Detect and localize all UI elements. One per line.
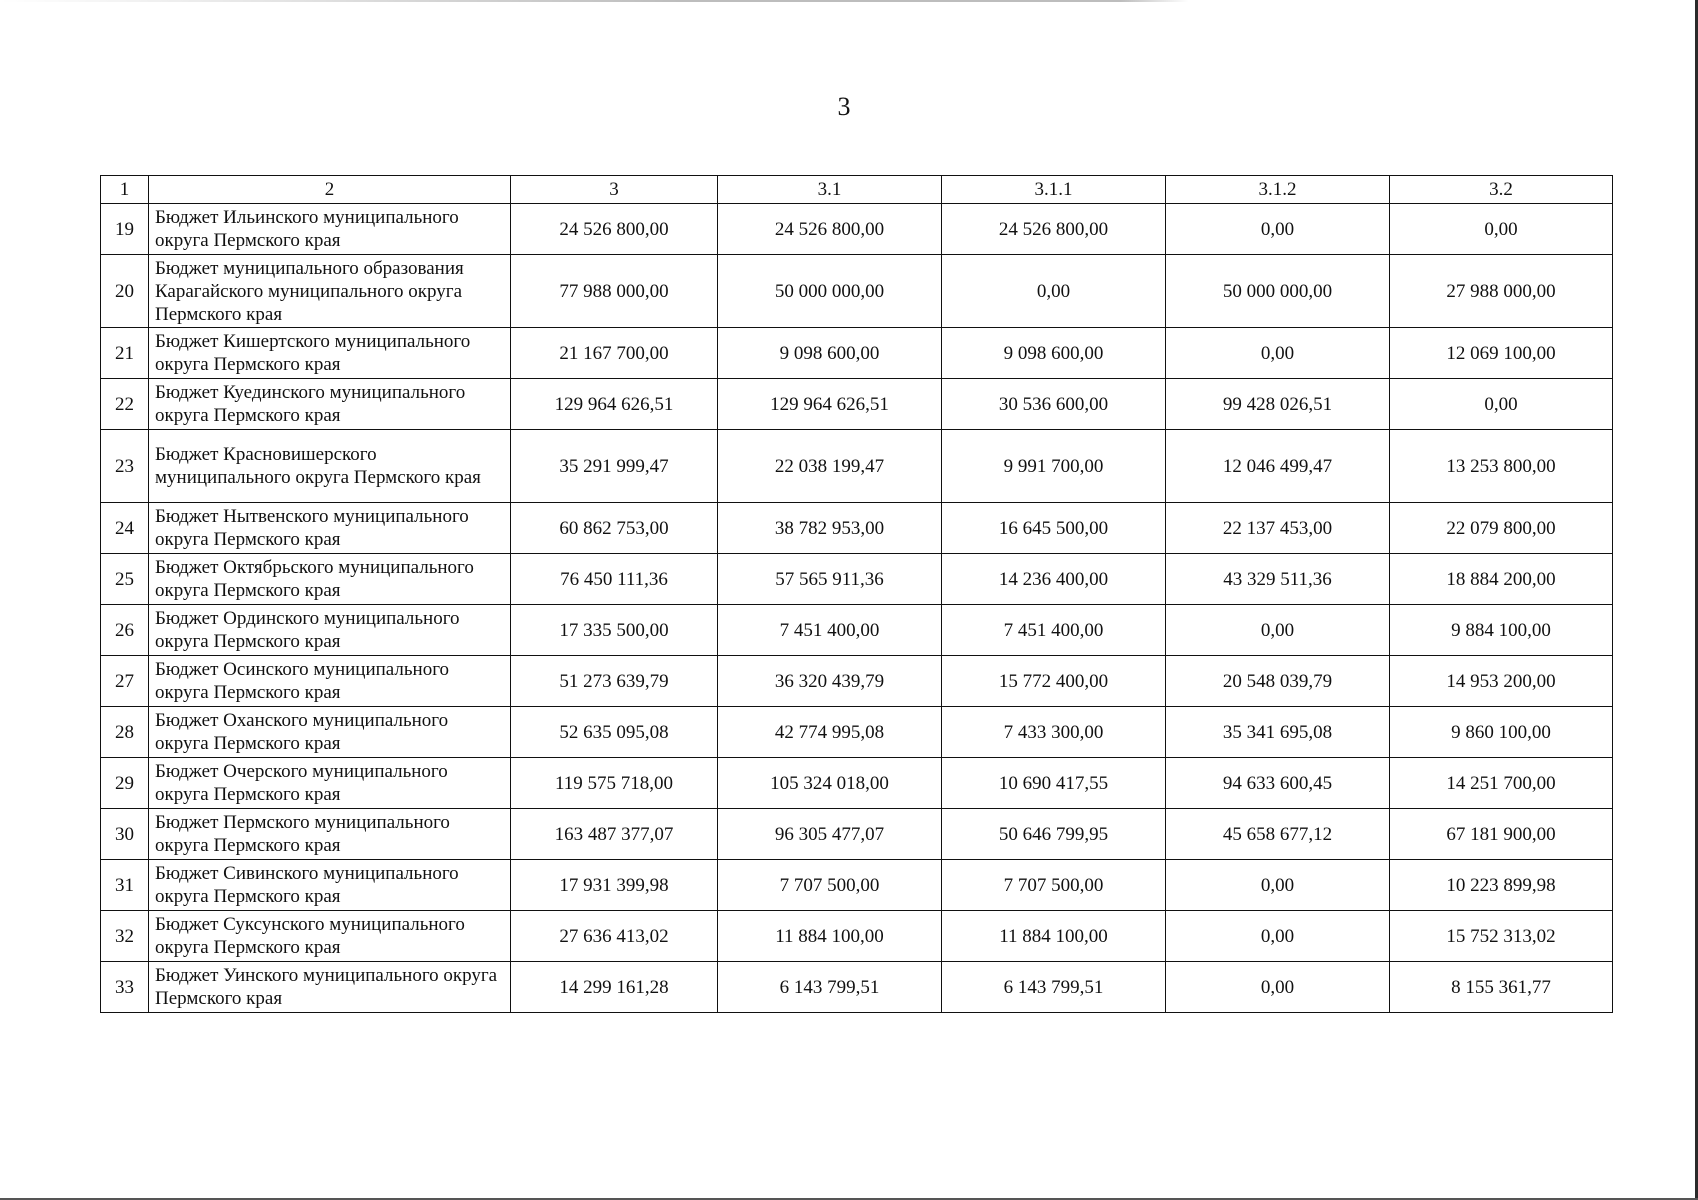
- value-col-3-1: 7 451 400,00: [718, 605, 942, 656]
- value-col-3: 77 988 000,00: [511, 255, 718, 328]
- value-col-3-1-1: 6 143 799,51: [942, 962, 1166, 1013]
- table-row: [101, 809, 1613, 860]
- page-number: 3: [837, 92, 851, 121]
- budget-name: Бюджет Кишертского муниципального округа Пермского края: [149, 328, 511, 379]
- value-col-3-1-2: 45 658 677,12: [1166, 809, 1390, 860]
- value-col-3-2: 0,00: [1390, 204, 1613, 255]
- value-col-3-1-2: 43 329 511,36: [1166, 554, 1390, 605]
- budget-name: Бюджет Уинского муниципального округа Пермского края: [149, 962, 511, 1013]
- budget-table: [100, 175, 1613, 1013]
- row-number: 29: [101, 758, 149, 809]
- value-col-3-1-1: 24 526 800,00: [942, 204, 1166, 255]
- column-header: 3.1.2: [1166, 176, 1390, 204]
- table-row: [101, 962, 1613, 1013]
- value-col-3: 76 450 111,36: [511, 554, 718, 605]
- value-col-3-2: 14 251 700,00: [1390, 758, 1613, 809]
- budget-name: Бюджет Сивинского муниципального округа Пермского края: [149, 860, 511, 911]
- table-row: [101, 379, 1613, 430]
- value-col-3-1: 6 143 799,51: [718, 962, 942, 1013]
- row-number: 27: [101, 656, 149, 707]
- value-col-3-1: 57 565 911,36: [718, 554, 942, 605]
- value-col-3-1-1: 10 690 417,55: [942, 758, 1166, 809]
- value-col-3-1: 129 964 626,51: [718, 379, 942, 430]
- value-col-3-2: 67 181 900,00: [1390, 809, 1613, 860]
- budget-name: Бюджет Октябрьского муниципального округа Пермского края: [149, 554, 511, 605]
- value-col-3-2: 27 988 000,00: [1390, 255, 1613, 328]
- value-col-3-2: 12 069 100,00: [1390, 328, 1613, 379]
- value-col-3: 21 167 700,00: [511, 328, 718, 379]
- value-col-3: 17 335 500,00: [511, 605, 718, 656]
- row-number: 32: [101, 911, 149, 962]
- column-header: 3.1: [718, 176, 942, 204]
- value-col-3: 51 273 639,79: [511, 656, 718, 707]
- table-row: [101, 605, 1613, 656]
- value-col-3-1-2: 35 341 695,08: [1166, 707, 1390, 758]
- column-header: 2: [149, 176, 511, 204]
- column-header: 3: [511, 176, 718, 204]
- value-col-3-2: 9 860 100,00: [1390, 707, 1613, 758]
- value-col-3: 52 635 095,08: [511, 707, 718, 758]
- value-col-3-1-2: 99 428 026,51: [1166, 379, 1390, 430]
- value-col-3-1: 7 707 500,00: [718, 860, 942, 911]
- table-row: [101, 707, 1613, 758]
- row-number: 26: [101, 605, 149, 656]
- value-col-3-1-2: 0,00: [1166, 962, 1390, 1013]
- row-number: 22: [101, 379, 149, 430]
- value-col-3-1-1: 11 884 100,00: [942, 911, 1166, 962]
- value-col-3-1-1: 7 433 300,00: [942, 707, 1166, 758]
- value-col-3-1-1: 50 646 799,95: [942, 809, 1166, 860]
- budget-name: Бюджет Ильинского муниципального округа Пермского края: [149, 204, 511, 255]
- table-row: [101, 328, 1613, 379]
- value-col-3-2: 9 884 100,00: [1390, 605, 1613, 656]
- value-col-3-1: 105 324 018,00: [718, 758, 942, 809]
- value-col-3: 163 487 377,07: [511, 809, 718, 860]
- value-col-3-2: 13 253 800,00: [1390, 430, 1613, 503]
- column-header: 1: [101, 176, 149, 204]
- value-col-3: 35 291 999,47: [511, 430, 718, 503]
- column-header: 3.2: [1390, 176, 1613, 204]
- value-col-3-1-2: 20 548 039,79: [1166, 656, 1390, 707]
- value-col-3-2: 14 953 200,00: [1390, 656, 1613, 707]
- table-row: [101, 255, 1613, 328]
- table-row: [101, 758, 1613, 809]
- row-number: 20: [101, 255, 149, 328]
- value-col-3-1-1: 9 991 700,00: [942, 430, 1166, 503]
- value-col-3-1-2: 12 046 499,47: [1166, 430, 1390, 503]
- value-col-3-1-1: 30 536 600,00: [942, 379, 1166, 430]
- table-row: [101, 430, 1613, 503]
- budget-name: Бюджет Оханского муниципального округа Пермского края: [149, 707, 511, 758]
- table-row: [101, 204, 1613, 255]
- budget-name: Бюджет Куединского муниципального округа Пермского края: [149, 379, 511, 430]
- value-col-3-2: 15 752 313,02: [1390, 911, 1613, 962]
- budget-name: Бюджет Пермского муниципального округа Пермского края: [149, 809, 511, 860]
- row-number: 25: [101, 554, 149, 605]
- value-col-3-1-1: 7 451 400,00: [942, 605, 1166, 656]
- table-header-row: [101, 176, 1613, 204]
- budget-name: Бюджет Осинского муниципального округа Пермского края: [149, 656, 511, 707]
- budget-name: Бюджет муниципального образования Карагайского муниципального округа Пермского края: [149, 255, 511, 328]
- budget-name: Бюджет Суксунского муниципального округа Пермского края: [149, 911, 511, 962]
- row-number: 33: [101, 962, 149, 1013]
- value-col-3-1-2: 50 000 000,00: [1166, 255, 1390, 328]
- value-col-3-1: 50 000 000,00: [718, 255, 942, 328]
- value-col-3-1-1: 14 236 400,00: [942, 554, 1166, 605]
- table-row: [101, 911, 1613, 962]
- value-col-3-1: 36 320 439,79: [718, 656, 942, 707]
- budget-name: Бюджет Ординского муниципального округа Пермского края: [149, 605, 511, 656]
- value-col-3-1: 22 038 199,47: [718, 430, 942, 503]
- value-col-3: 17 931 399,98: [511, 860, 718, 911]
- value-col-3-1-2: 94 633 600,45: [1166, 758, 1390, 809]
- value-col-3: 129 964 626,51: [511, 379, 718, 430]
- row-number: 19: [101, 204, 149, 255]
- value-col-3-1-2: 0,00: [1166, 911, 1390, 962]
- column-header: 3.1.1: [942, 176, 1166, 204]
- value-col-3-1-2: 0,00: [1166, 860, 1390, 911]
- value-col-3-1-1: 9 098 600,00: [942, 328, 1166, 379]
- value-col-3-2: 22 079 800,00: [1390, 503, 1613, 554]
- value-col-3-1: 38 782 953,00: [718, 503, 942, 554]
- value-col-3-1-1: 15 772 400,00: [942, 656, 1166, 707]
- table-row: [101, 554, 1613, 605]
- value-col-3-1-2: 0,00: [1166, 204, 1390, 255]
- row-number: 23: [101, 430, 149, 503]
- value-col-3-1: 96 305 477,07: [718, 809, 942, 860]
- row-number: 28: [101, 707, 149, 758]
- table-row: [101, 860, 1613, 911]
- table-row: [101, 503, 1613, 554]
- row-number: 31: [101, 860, 149, 911]
- value-col-3-1-1: 16 645 500,00: [942, 503, 1166, 554]
- row-number: 24: [101, 503, 149, 554]
- value-col-3-1-1: 0,00: [942, 255, 1166, 328]
- value-col-3-1: 11 884 100,00: [718, 911, 942, 962]
- value-col-3-1-1: 7 707 500,00: [942, 860, 1166, 911]
- value-col-3: 24 526 800,00: [511, 204, 718, 255]
- value-col-3: 14 299 161,28: [511, 962, 718, 1013]
- value-col-3-1: 24 526 800,00: [718, 204, 942, 255]
- budget-name: Бюджет Красновишерского муниципального округа Пермского края: [149, 430, 511, 503]
- value-col-3-1: 9 098 600,00: [718, 328, 942, 379]
- value-col-3-2: 8 155 361,77: [1390, 962, 1613, 1013]
- value-col-3-2: 18 884 200,00: [1390, 554, 1613, 605]
- row-number: 21: [101, 328, 149, 379]
- value-col-3-1-2: 0,00: [1166, 605, 1390, 656]
- value-col-3-1-2: 0,00: [1166, 328, 1390, 379]
- value-col-3-2: 10 223 899,98: [1390, 860, 1613, 911]
- value-col-3-1-2: 22 137 453,00: [1166, 503, 1390, 554]
- value-col-3: 119 575 718,00: [511, 758, 718, 809]
- value-col-3: 60 862 753,00: [511, 503, 718, 554]
- value-col-3-1: 42 774 995,08: [718, 707, 942, 758]
- budget-name: Бюджет Очерского муниципального округа Пермского края: [149, 758, 511, 809]
- budget-name: Бюджет Нытвенского муниципального округа Пермского края: [149, 503, 511, 554]
- row-number: 30: [101, 809, 149, 860]
- value-col-3-2: 0,00: [1390, 379, 1613, 430]
- table-row: [101, 656, 1613, 707]
- value-col-3: 27 636 413,02: [511, 911, 718, 962]
- scan-top-line: [0, 0, 1698, 2]
